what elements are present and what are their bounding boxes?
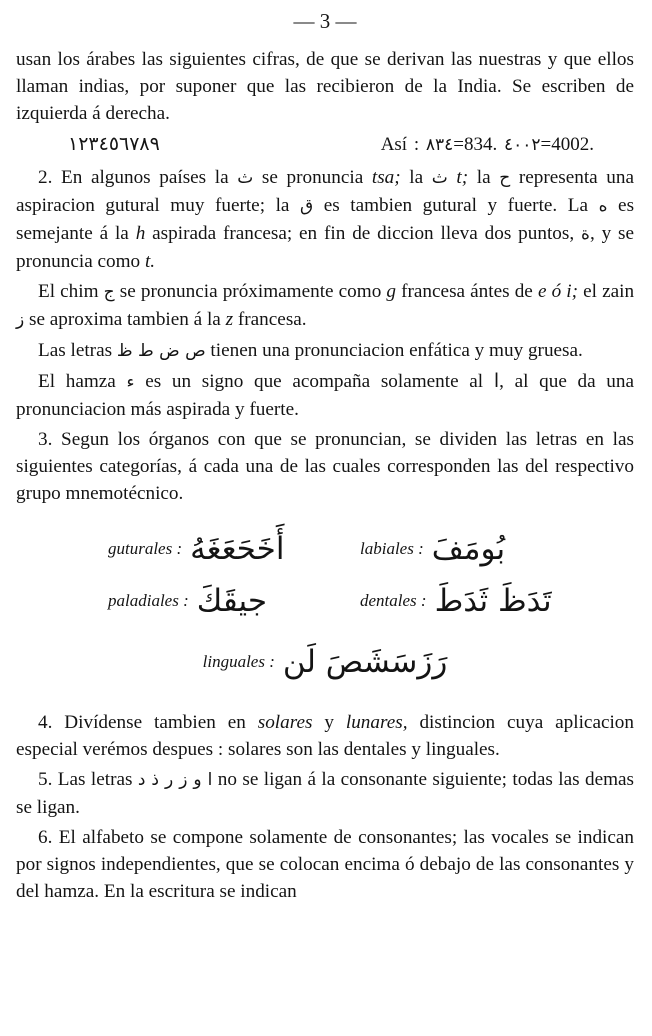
text-span: francesa ántes de: [401, 281, 533, 302]
text-span: 5. Las letras: [38, 769, 133, 790]
text-span: distincion cuya aplicacion especial verémos despues : solares son las dentales y linguales.: [16, 712, 634, 760]
page-number: — 3 —: [293, 9, 357, 33]
text-span: es tambien gutural y fuerte. La: [323, 195, 588, 216]
arabic-digits: ١٢٣٤٥٦٧٨٩: [68, 133, 160, 155]
numeral-examples: [381, 134, 594, 156]
paragraph-5: [16, 766, 634, 821]
example-4002-arabic: ٤٠٠٢: [504, 135, 541, 155]
group-label: paladiales :: [108, 591, 189, 610]
paragraph-2: [16, 164, 634, 275]
arabic-letter: ة: [581, 224, 590, 244]
group-guturales: [16, 531, 340, 567]
text-span: se aproxima tambien á la: [29, 309, 221, 330]
group-arabic: جيقَكَ: [196, 583, 268, 619]
group-label: linguales :: [202, 652, 275, 671]
text-span: es un signo que acompaña solamente al: [145, 371, 484, 392]
arabic-letters: ا و ز ر ذ د: [137, 770, 213, 790]
italic-span: e ó i;: [537, 281, 578, 302]
text-span: Las letras: [38, 340, 113, 361]
text-span: la: [409, 167, 424, 188]
group-paladiales: [16, 583, 340, 619]
arabic-letter: ز: [16, 310, 25, 330]
arabic-letter: ق: [299, 196, 314, 216]
text-span: se pronuncia: [261, 167, 364, 188]
group-row-1: [16, 523, 634, 575]
text-span: 4. Divídense tambien en: [38, 712, 246, 733]
italic-span: t.: [144, 251, 156, 272]
group-labiales: [340, 531, 505, 567]
text-span: la: [476, 167, 491, 188]
text-span: es semejante á la: [16, 195, 635, 244]
example-834-arabic: ٨٣٤: [425, 135, 454, 155]
text-span: aspirada francesa; en fin de diccion lleva dos puntos,: [152, 223, 575, 244]
numerals-line: [16, 127, 634, 164]
paragraph-4: [16, 709, 634, 763]
group-arabic: بُومَفَ: [431, 531, 506, 567]
paragraph-cifras: usan los árabes las siguientes cifras, de que se derivan las nuestras y que ellos llaman indias, por suponer que las recibieron de la India. Se escriben de izquierda á derecha.: [16, 49, 634, 124]
asi-label: Así :: [380, 134, 420, 155]
group-arabic: تَدَظَ ثَدَطَ: [434, 583, 552, 619]
paragraph-chim: [16, 278, 634, 334]
paragraph-3: 3. Segun los órganos con que se pronuncian, se dividen las letras en las siguientes categorías, á cada una de las cuales corresponden las del respectivo grupo mnemotécnico.: [16, 429, 634, 504]
paragraph-hamza: [16, 368, 634, 423]
italic-span: tsa;: [371, 167, 401, 188]
text-span: El chim: [38, 281, 99, 302]
italic-span: h: [135, 223, 146, 244]
text-span: se pronuncia próximamente como: [119, 281, 382, 302]
group-dentales: [340, 583, 552, 619]
text-span: , al que da una pronunciacion más aspirada y fuerte.: [16, 371, 635, 420]
arabic-letter: ه: [598, 196, 608, 216]
text-span: , y se pronuncia como: [16, 223, 635, 272]
group-row-2: [16, 575, 634, 627]
arabic-letter: ج: [103, 282, 115, 302]
mnemonic-groups: [16, 523, 634, 697]
example-834: =834.: [453, 134, 498, 155]
group-arabic: أَخَحَعَغَهُ: [190, 531, 285, 567]
group-arabic: رَزَسَشَصَ لَن: [282, 644, 448, 680]
text-span: el zain: [583, 281, 635, 302]
text-span: francesa.: [237, 309, 307, 330]
text-span: representa una aspiracion gutural muy fuerte; la: [16, 167, 635, 216]
paragraph-6: 6. El alfabeto se compone solamente de consonantes; las vocales se indican por signos independientes, que se colocan encima ó debajo de las consonantes y del hamza. En la escritura se indican: [16, 827, 634, 902]
group-linguales: [203, 644, 448, 680]
group-row-3: [16, 627, 634, 697]
arabic-letter: ث: [237, 168, 254, 188]
italic-span: g: [386, 281, 397, 302]
arabic-letter: ث: [431, 168, 448, 188]
text-span: El hamza: [38, 371, 116, 392]
arabic-letter: ا: [493, 370, 500, 392]
group-label: labiales :: [360, 539, 424, 558]
text-span: y: [324, 712, 334, 733]
text-span: tienen una pronunciacion enfática y muy gruesa.: [210, 340, 583, 361]
group-label: dentales :: [360, 591, 427, 610]
arabic-letter: ح: [499, 168, 511, 188]
text-span: 2. En algunos países la: [38, 167, 229, 188]
italic-span: solares: [257, 712, 313, 733]
italic-span: z: [225, 309, 234, 330]
text-span: no se ligan á la consonante siguiente; todas las demas se ligan.: [16, 769, 635, 818]
example-4002: =4002.: [540, 134, 594, 155]
italic-span: t;: [456, 167, 469, 188]
italic-span: lunares,: [345, 712, 408, 733]
arabic-letter: ء: [126, 372, 135, 392]
group-label: guturales :: [108, 539, 183, 558]
arabic-letters: ص ض ط ظ: [116, 341, 206, 361]
paragraph-emphatic: [16, 337, 634, 365]
